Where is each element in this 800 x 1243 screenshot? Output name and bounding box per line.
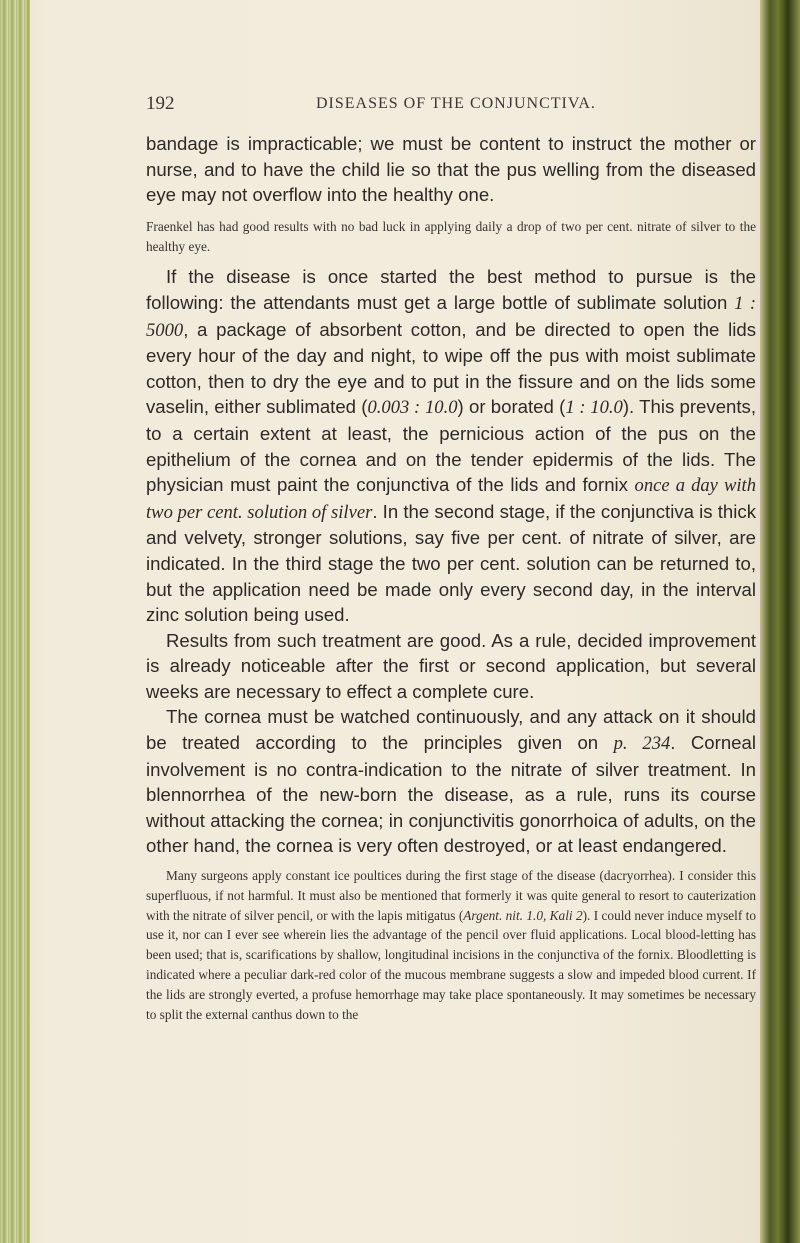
page-header <box>146 93 746 117</box>
ratio: 1 : 10.0 <box>565 397 623 419</box>
text-run: Many surgeons apply constant ice poultices during the first stage of the disease (dacryorrhea). I consider this superfluous, if not harmful. It must also be mentioned that formerly it was quite general to resort to cauterization with the nitrate of silver pencil, or with the lapis mitigatus ( <box>146 868 756 923</box>
footnote-1: Fraenkel has had good results with no bad luck in applying daily a drop of two per cent. nitrate of silver to the healthy eye. <box>146 218 756 254</box>
text-run: . Corneal involvement is no contra-indication to the nitrate of silver treatment. In blennorrhea of the new-born the disease, as a rule, runs its course without attacking the cornea; in conjunctivitis gonorrhoica of adults, on the other hand, the cornea is very often destroyed, or at least endangered. <box>146 732 756 857</box>
footnote-2 <box>146 866 756 1024</box>
text-run: ). This prevents, to a certain extent at least, the pernicious action of the pus on the epithelium of the cornea and on the tender epidermis of the lids. The physician must paint the conjunctiva of the lids and fornix <box>146 396 757 496</box>
page-number: 192 <box>146 93 175 114</box>
text-run: ) or borated ( <box>457 396 566 418</box>
text-run: ). I could never induce myself to use it, nor can I ever see wherein lies the advantage of the pencil over fluid applications. Local blood-letting has been used; that is, scarifications by shallow, longitudinal incisions in the conjunctiva of the fornix. Bloodletting is indicated where a peculiar dark-red color of the mucous membrane suggests a slow and impeded blood current. If the lids are strongly everted, a profuse hemorrhage may take place spontaneously. It may sometimes be necessary to split the external canthus down to the <box>146 907 757 1022</box>
text-run: . In the second stage, if the conjunctiva is thick and velvety, stronger solutions, say five per cent. of nitrate of silver, are indicated. In the third stage the two per cent. solution can be returned to, but the application need be made only every second day, in the interval zinc solution being used. <box>146 500 756 626</box>
body-text <box>146 131 756 1024</box>
page-reference: p. 234 <box>613 733 671 755</box>
page-edge-shadow <box>760 0 800 1243</box>
running-head: DISEASES OF THE CONJUNCTIVA. <box>316 95 596 112</box>
text-run: If the disease is once started the best method to pursue is the following: the attendants must get a large bottle of sublimate solution <box>146 266 756 313</box>
paragraph-2 <box>146 264 756 627</box>
ratio: 0.003 : 10.0 <box>367 397 458 419</box>
emphasis: once a day with two per cent. solution of silver <box>146 475 757 523</box>
text-run: , a package of absorbent cotton, and be directed to open the lids every hour of the day and night, to wipe off the pus with moist sublimate cotton, then to dry the eye and to put in the fissure and on the lids some vaselin, either sublimated ( <box>146 318 756 418</box>
text-run: The cornea must be watched continuously, and any attack on it should be treated according to the principles given on <box>146 706 756 754</box>
ratio: 1 : 5000 <box>146 292 757 341</box>
formula: Argent. nit. 1.0, Kali 2 <box>463 907 583 923</box>
paragraph-4 <box>146 704 756 859</box>
binding-edge <box>0 0 30 1243</box>
paragraph-1: bandage is impracticable; we must be content to instruct the mother or nurse, and to have the child lie so that the pus welling from the diseased eye may not overflow into the healthy one. <box>146 133 756 206</box>
paragraph-3: Results from such treatment are good. As a rule, decided improvement is already noticeable after the first or second application, but several weeks are necessary to effect a complete cure. <box>146 629 756 702</box>
